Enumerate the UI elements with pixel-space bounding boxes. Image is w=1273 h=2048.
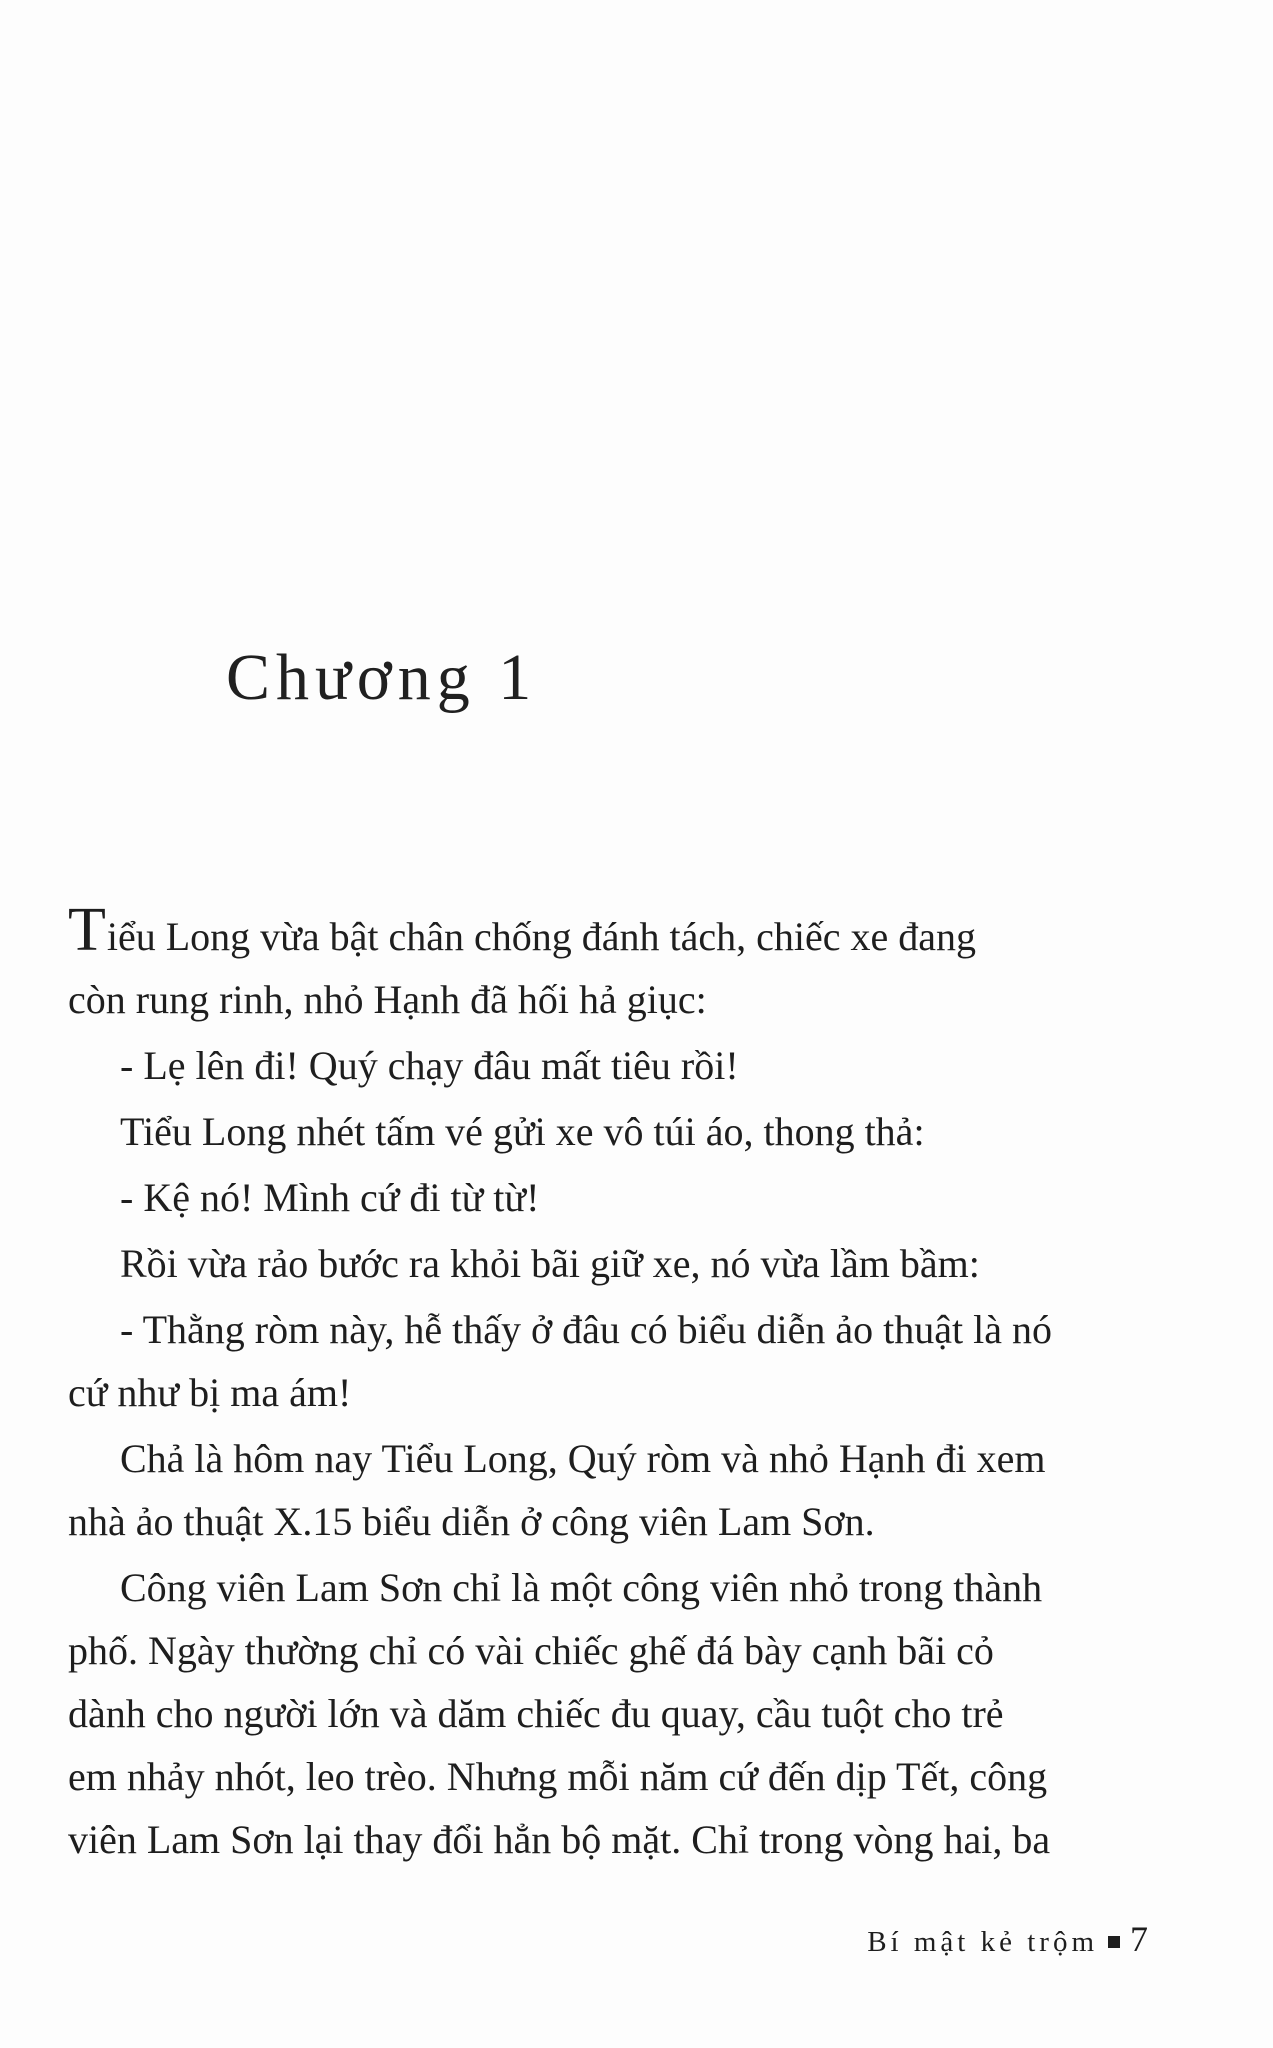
drop-cap: T xyxy=(68,896,106,964)
paragraph-7-line-2: nhà ảo thuật X.15 biểu diễn ở công viên Lam Sơn. xyxy=(68,1499,875,1544)
page-footer xyxy=(867,1918,1148,1960)
paragraph-8-line-1: Công viên Lam Sơn chỉ là một công viên nhỏ trong thành xyxy=(120,1565,1043,1610)
paragraph-2: - Lẹ lên đi! Quý chạy đâu mất tiêu rồi! xyxy=(120,1043,739,1088)
paragraph-8-line-5: viên Lam Sơn lại thay đổi hẳn bộ mặt. Chỉ trong vòng hai, ba xyxy=(68,1817,1051,1862)
footer-book-title: Bí mật kẻ trộm xyxy=(867,1926,1098,1958)
paragraph-8-line-3: dành cho người lớn và dăm chiếc đu quay, cầu tuột cho trẻ xyxy=(68,1691,1004,1736)
paragraph-1-text-1: iểu Long vừa bật chân chống đánh tách, chiếc xe đang xyxy=(106,914,976,959)
chapter-title: Chương 1 xyxy=(226,641,538,714)
paragraph-4: - Kệ nó! Mình cứ đi từ từ! xyxy=(120,1175,540,1220)
paragraph-6-line-2: cứ như bị ma ám! xyxy=(68,1370,352,1415)
paragraph-1-line-1 xyxy=(68,896,1148,968)
paragraph-8-line-2: phố. Ngày thường chỉ có vài chiếc ghế đá bày cạnh bãi cỏ xyxy=(68,1628,994,1673)
paragraph-6-line-1: - Thằng ròm này, hễ thấy ở đâu có biểu diễn ảo thuật là nó xyxy=(120,1307,1052,1352)
paragraph-8-line-4: em nhảy nhót, leo trèo. Nhưng mỗi năm cứ đến dịp Tết, công xyxy=(68,1754,1048,1799)
paragraph-3: Tiểu Long nhét tấm vé gửi xe vô túi áo, thong thả: xyxy=(120,1109,925,1154)
page-number: 7 xyxy=(1130,1919,1148,1959)
paragraph-7-line-1: Chả là hôm nay Tiểu Long, Quý ròm và nhỏ Hạnh đi xem xyxy=(120,1436,1046,1481)
paragraph-1-line-2: còn rung rinh, nhỏ Hạnh đã hối hả giục: xyxy=(68,977,707,1022)
chapter-body xyxy=(68,896,1148,1871)
footer-square-bullet-icon xyxy=(1108,1936,1120,1948)
paragraph-5: Rồi vừa rảo bước ra khỏi bãi giữ xe, nó vừa lầm bầm: xyxy=(120,1241,980,1286)
